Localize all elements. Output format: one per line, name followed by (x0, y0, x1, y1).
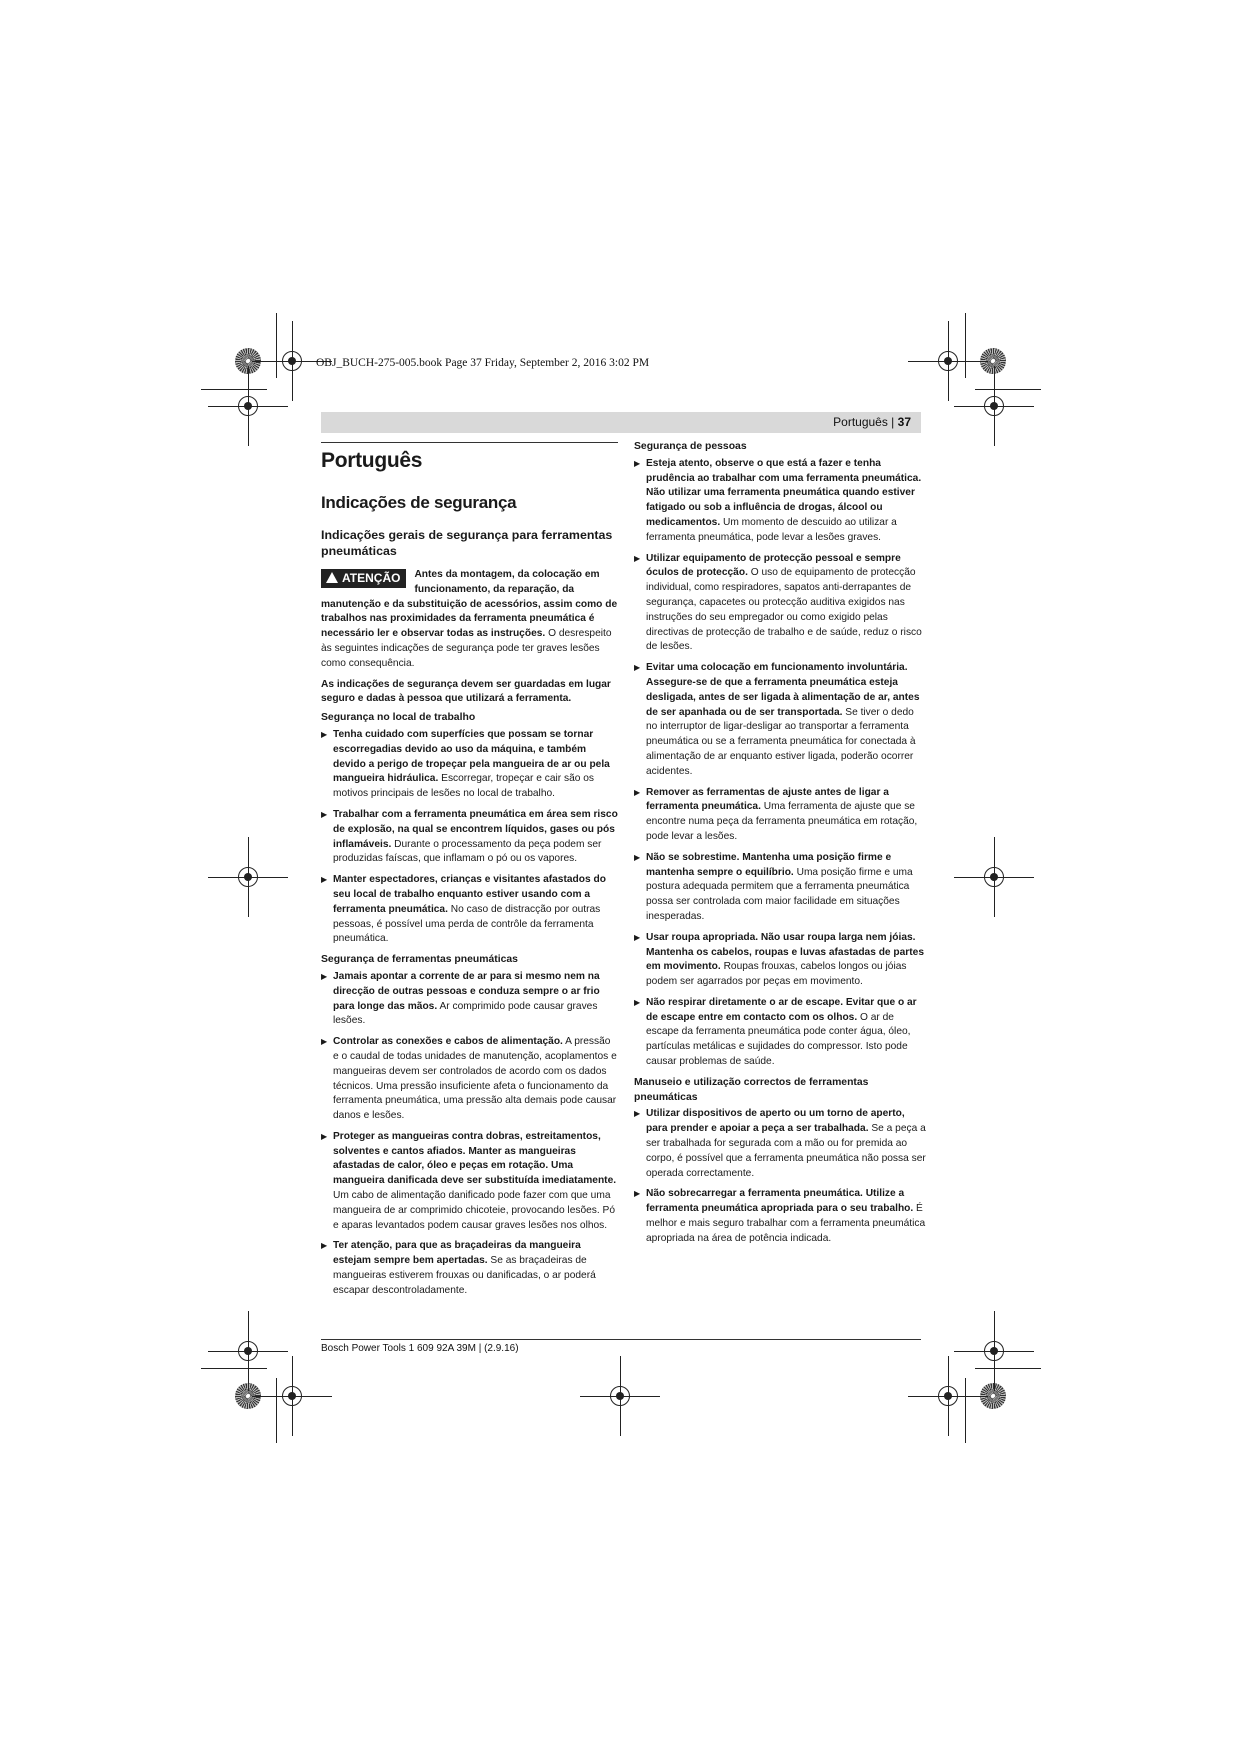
handling-heading: Manuseio e utilização correctos de ferramentas pneumáticas (634, 1076, 869, 1103)
warning-bold-text: Antes da montagem, da colocação em funcionamento, da reparação, da manutenção e da substituição de acessórios, assim como de trabalhos nas proximidades da ferramenta pneumática é necessário ler e observar todas as instruções. (321, 569, 618, 640)
work-area-heading: Segurança no local de trabalho (321, 712, 476, 724)
list-item: ▶ Utilizar dispositivos de aperto ou um torno de aperto, para prender e apoiar a peça a ser trabalhada. Se a peça a ser trabalhada for segurada com a mão ou for premida ao corpo, é possível que a ferramenta pneumática não possa ser operada correctamente. (634, 1107, 927, 1181)
keep-instructions-note: As indicações de segurança devem ser guardadas em lugar seguro e dadas à pessoa que utilizará a ferramenta. (321, 678, 611, 705)
tool-safety-heading: Segurança de ferramentas pneumáticas (321, 954, 518, 966)
running-header (321, 412, 921, 433)
list-item: ▶ Proteger as mangueiras contra dobras, estreitamentos, solventes e cantos afiados. Manter as mangueiras afastadas de calor, óleo e peças em rotação. Uma mangueira danificada deve ser substituída imediatamente. Um cabo de alimentação danificado pode fazer com que uma mangueira de ar comprimido chicoteie, provocando lesões. Pó e aparas levantados podem causar graves lesões nos olhos. (321, 1130, 618, 1234)
print-slug: OBJ_BUCH-275-005.book Page 37 Friday, September 2, 2016 3:02 PM (316, 357, 650, 369)
crop-mark (276, 313, 277, 378)
list-item: ▶ Evitar uma colocação em funcionamento involuntária. Assegure-se de que a ferramenta pneumática esteja desligada, antes de ser ligada à alimentação de ar, antes de ser apanhada ou de ser transportada. Se tiver o dedo no interruptor de ligar-desligar ao transportar a ferramenta pneumática ou se a ferramenta pneumática for conectada à alimentação de ar enquanto estiver ligada, poderão ocorrer acidentes. (634, 661, 927, 779)
list-item: ▶ Esteja atento, observe o que está a fazer e tenha prudência ao trabalhar com uma ferramenta pneumática. Não utilizar uma ferramenta pneumática quando estiver fatigado ou sob a influência de drogas, álcool ou medicamentos. Um momento de descuido ao utilizar a ferramenta pneumática, pode levar a lesões graves. (634, 457, 927, 546)
list-item: ▶ Não respirar diretamente o ar de escape. Evitar que o ar de escape entre em contacto com os olhos. O ar de escape da ferramenta pneumática pode conter água, óleo, partículas metálicas e sujidades do compressor. Isto pode causar problemas de saúde. (634, 996, 927, 1070)
list-item: ▶ Remover as ferramentas de ajuste antes de ligar a ferramenta pneumática. Uma ferramenta de ajuste que se encontre numa peça da ferramenta pneumática em rotação, pode levar a lesões. (634, 786, 927, 845)
footer-text: Bosch Power Tools 1 609 92A 39M | (2.9.16) (321, 1343, 519, 1354)
crop-mark (201, 1368, 267, 1369)
page-number: 37 (897, 415, 911, 429)
tool-safety-list (321, 970, 618, 1299)
list-item: ▶ Controlar as conexões e cabos de alimentação. A pressão e o caudal de todas unidades de manutenção, acoplamentos e mangueiras devem ser controlados de acordo com os dados técnicos. Uma pressão insuficiente afeta o funcionamento da ferramenta pneumática, uma pressão alta demais pode causar danos e lesões. (321, 1035, 618, 1124)
footer-rule (321, 1339, 921, 1340)
list-item: ▶ Trabalhar com a ferramenta pneumática em área sem risco de explosão, na qual se encontrem líquidos, gases ou pós inflamáveis. Durante o processamento da peça podem ser produzidas faíscas, que inflamam o pó ou os vapores. (321, 808, 618, 867)
list-item: ▶ Jamais apontar a corrente de ar para si mesmo nem na direcção de outras pessoas e conduza sempre o ar frio para longe das mãos. Ar comprimido pode causar graves lesões. (321, 970, 618, 1029)
crop-mark (975, 389, 1041, 390)
subsection-heading: Indicações gerais de segurança para ferramentas pneumáticas (321, 528, 613, 558)
warning-triangle-icon (326, 572, 338, 583)
handling-list (634, 1107, 927, 1246)
warning-block (321, 568, 618, 672)
header-text (833, 415, 911, 429)
crop-mark (965, 1378, 966, 1443)
page-title: Português (321, 449, 423, 472)
list-item: ▶ Não sobrecarregar a ferramenta pneumática. Utilize a ferramenta pneumática apropriada para o seu trabalho. É melhor e mais seguro trabalhar com a ferramenta pneumática apropriada na área de potência indicada. (634, 1187, 927, 1246)
list-item: ▶ Ter atenção, para que as braçadeiras da mangueira estejam sempre bem apertadas. Se as braçadeiras de mangueiras estiverem frouxas ou danificadas, o ar poderá escapar descontroladamente. (321, 1239, 618, 1298)
crop-mark (276, 1378, 277, 1443)
title-rule (321, 442, 618, 443)
right-column (634, 440, 927, 1253)
crop-mark (201, 389, 267, 390)
warning-badge (321, 569, 406, 588)
crop-mark (975, 1368, 1041, 1369)
header-language: Português (833, 415, 888, 429)
crop-mark (965, 313, 966, 378)
list-item: ▶ Tenha cuidado com superfícies que possam se tornar escorregadias devido ao uso da máquina, e também devido a perigo de tropeçar pela mangueira de ar ou pela mangueira hidráulica. Escorregar, tropeçar e cair são os motivos principais de lesões no local de trabalho. (321, 728, 618, 802)
list-item: ▶ Não se sobrestime. Mantenha uma posição firme e mantenha sempre o equilíbrio. Uma posição firme e uma postura adequada permitem que a ferramenta pneumática possa ser controlada com maior facilidade em situações inesperadas. (634, 851, 927, 925)
list-item: ▶ Utilizar equipamento de protecção pessoal e sempre óculos de protecção. O uso de equipamento de protecção individual, como respiradores, sapatos anti-derrapantes de segurança, capacetes ou protecção auditiva exigidos nas instruções do seu empregador ou como exigido pelas directivas de protecção de trabalho e de saúde, reduz o risco de lesões. (634, 552, 927, 656)
work-area-list (321, 728, 618, 947)
warning-label: ATENÇÃO (342, 571, 401, 585)
list-item: ▶ Manter espectadores, crianças e visitantes afastados do seu local de trabalho enquanto estiver usando com a ferramenta pneumática. No caso de distracção por outras pessoas, é possível uma perda de contrôle da ferramenta pneumática. (321, 873, 618, 947)
section-heading: Indicações de segurança (321, 493, 517, 512)
left-column (321, 442, 618, 1305)
personal-safety-heading: Segurança de pessoas (634, 441, 747, 452)
warning-text: O desrespeito às seguintes indicações de segurança pode ter graves lesões como consequência. (321, 628, 612, 669)
personal-safety-list (634, 457, 927, 1070)
header-separator: | (887, 415, 898, 429)
list-item: ▶ Usar roupa apropriada. Não usar roupa larga nem jóias. Mantenha os cabelos, roupas e luvas afastadas de partes em movimento. Roupas frouxas, cabelos longos ou jóias podem ser agarrados por peças em movimento. (634, 931, 927, 990)
